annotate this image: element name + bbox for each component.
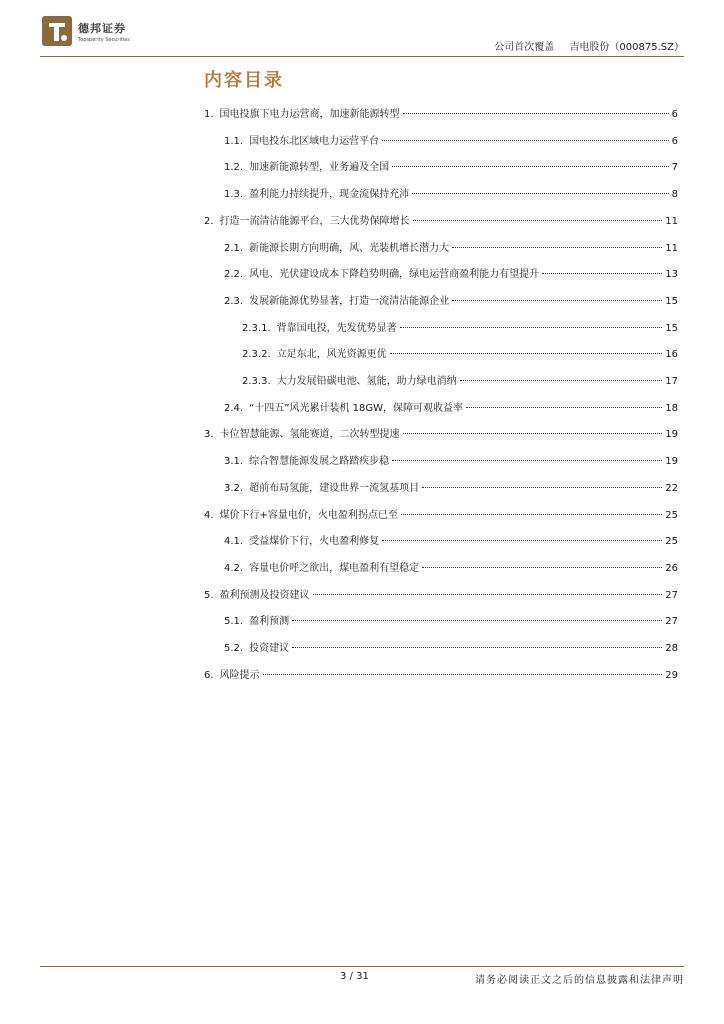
toc-dot-leader bbox=[400, 327, 663, 328]
toc-dot-leader bbox=[542, 273, 662, 274]
toc-entry[interactable] bbox=[204, 452, 678, 468]
toc-entry-title: 投资建议 bbox=[249, 643, 290, 654]
toc-entry-title: 国电投旗下电力运营商，加速新能源转型 bbox=[219, 109, 400, 120]
toc-entry-page: 11 bbox=[665, 242, 678, 254]
toc-entry-number: 4.2. bbox=[224, 562, 244, 574]
toc-entry-number: 5. bbox=[204, 589, 214, 601]
toc-entry-number: 1.3. bbox=[224, 189, 244, 201]
report-header-info bbox=[482, 38, 684, 53]
toc-entry[interactable] bbox=[204, 559, 678, 575]
toc-entry-number: 2.3.3. bbox=[242, 376, 271, 387]
toc-entry-number: 4.1. bbox=[224, 536, 244, 548]
toc-entry-page: 8 bbox=[671, 189, 678, 201]
toc-entry[interactable] bbox=[204, 612, 678, 628]
toc-dot-leader bbox=[403, 433, 663, 434]
toc-entry[interactable] bbox=[204, 345, 678, 361]
toc-entry-number: 3.1. bbox=[224, 456, 244, 468]
logo-emblem-icon bbox=[40, 14, 74, 48]
toc-dot-leader bbox=[466, 407, 662, 408]
toc-entry[interactable] bbox=[204, 185, 678, 201]
toc-entry-page: 18 bbox=[665, 402, 678, 414]
toc-entry-title: 风险提示 bbox=[219, 669, 260, 681]
toc-entry-title: 综合智慧能源发展之路踏疾步稳 bbox=[249, 456, 390, 468]
toc-entry-number: 2.4. bbox=[224, 402, 244, 414]
toc-entry-page: 17 bbox=[665, 376, 678, 387]
toc-dot-leader bbox=[263, 674, 663, 675]
toc-entry-page: 22 bbox=[665, 482, 678, 494]
toc-entry[interactable] bbox=[204, 666, 678, 682]
toc-entry-title: 盈利预测 bbox=[249, 616, 290, 628]
toc-entry-number: 1.2. bbox=[224, 162, 244, 174]
toc-entry[interactable] bbox=[204, 212, 678, 228]
disclaimer-note: 请务必阅读正文之后的信息披露和法律声明 bbox=[475, 975, 684, 986]
toc-entry[interactable] bbox=[204, 372, 678, 388]
toc-entry-title: 卡位智慧能源、氢能赛道，二次转型提速 bbox=[219, 429, 400, 441]
toc-entry-title: 国电投东北区域电力运营平台 bbox=[249, 135, 380, 147]
toc-entry-number: 2.1. bbox=[224, 242, 244, 254]
toc-entry-page: 28 bbox=[665, 643, 678, 654]
toc-entry-title: 打造一流清洁能源平台，三大优势保障增长 bbox=[219, 215, 410, 227]
toc-dot-leader bbox=[412, 193, 669, 194]
header-divider bbox=[40, 56, 684, 57]
toc-dot-leader bbox=[401, 514, 662, 515]
toc-entry[interactable] bbox=[204, 239, 678, 255]
toc-entry-page: 11 bbox=[665, 215, 678, 227]
report-type: 公司首次覆盖 bbox=[494, 42, 555, 53]
toc-entry-number: 2. bbox=[204, 215, 214, 227]
logo-name-cn: 德邦证券 bbox=[78, 21, 126, 35]
toc-entry[interactable] bbox=[204, 532, 678, 548]
toc-entry-number: 3. bbox=[204, 429, 214, 441]
toc-entry-page: 7 bbox=[671, 162, 678, 174]
toc-dot-leader bbox=[382, 140, 669, 141]
toc-entry-page: 25 bbox=[665, 536, 678, 548]
toc-entry[interactable] bbox=[204, 479, 678, 495]
toc-dot-leader bbox=[452, 300, 662, 301]
toc-entry-number: 1.1. bbox=[224, 135, 244, 147]
toc-entry-number: 5.2. bbox=[224, 643, 244, 654]
toc-entry-title: 大力发展铅碳电池、氢能，助力绿电消纳 bbox=[276, 376, 457, 387]
toc-dot-leader bbox=[452, 247, 662, 248]
toc-dot-leader bbox=[392, 166, 669, 167]
toc-entry-page: 27 bbox=[665, 616, 678, 628]
toc-entry-number: 1. bbox=[204, 109, 214, 120]
toc-entry-title: 背靠国电投，先发优势显著 bbox=[276, 322, 397, 334]
toc-entry-number: 3.2. bbox=[224, 482, 244, 494]
toc-entry-page: 6 bbox=[671, 109, 678, 120]
toc-entry-number: 2.2. bbox=[224, 269, 244, 281]
toc-entry-title: 发展新能源优势显著，打造一流清洁能源企业 bbox=[249, 295, 450, 307]
toc-dot-leader bbox=[413, 220, 663, 221]
toc-dot-leader bbox=[403, 113, 669, 114]
toc-entry-title: 盈利能力持续提升，现金流保持充沛 bbox=[249, 189, 410, 201]
toc-entry-page: 15 bbox=[665, 295, 678, 307]
toc-entry-page: 25 bbox=[665, 509, 678, 521]
toc-entry[interactable] bbox=[204, 425, 678, 441]
toc-entry-title: 超前布局氢能，建设世界一流氢基项目 bbox=[249, 482, 420, 494]
toc-dot-leader bbox=[382, 540, 662, 541]
toc-entry-number: 2.3.2. bbox=[242, 349, 271, 361]
toc-entry-title: 风电、光伏建设成本下降趋势明确，绿电运营商盈利能力有望提升 bbox=[249, 269, 540, 281]
toc-entry-title: 容量电价呼之欲出，煤电盈利有望稳定 bbox=[249, 562, 420, 574]
logo-name-en: Topsperity Securities bbox=[78, 36, 130, 43]
toc-entry[interactable] bbox=[204, 132, 678, 148]
footer-divider bbox=[40, 966, 684, 967]
toc-entry-title: 加速新能源转型，业务遍及全国 bbox=[249, 162, 390, 174]
toc-entry-page: 29 bbox=[665, 669, 678, 681]
toc-entry-page: 16 bbox=[665, 349, 678, 361]
toc-entry[interactable] bbox=[204, 292, 678, 308]
page-title: 内容目录 bbox=[204, 70, 284, 91]
toc-entry[interactable] bbox=[204, 639, 678, 655]
toc-dot-leader bbox=[422, 567, 662, 568]
toc-entry-page: 26 bbox=[665, 562, 678, 574]
toc-entry[interactable] bbox=[204, 506, 678, 522]
toc-dot-leader bbox=[460, 380, 663, 381]
toc-dot-leader bbox=[390, 353, 663, 354]
toc-entry-page: 19 bbox=[665, 456, 678, 468]
toc-entry-number: 6. bbox=[204, 669, 214, 681]
toc-entry-number: 2.3. bbox=[224, 295, 244, 307]
toc-entry[interactable] bbox=[204, 105, 678, 121]
toc-dot-leader bbox=[292, 647, 662, 648]
toc-entry-number: 2.3.1. bbox=[242, 322, 271, 334]
toc-entry-title: “十四五”风光累计装机 18GW，保障可观收益率 bbox=[249, 402, 463, 414]
toc-entry-page: 27 bbox=[665, 589, 678, 601]
toc-entry-title: 新能源长期方向明确，风、光装机增长潜力大 bbox=[249, 242, 450, 254]
toc-entry-title: 受益煤价下行，火电盈利修复 bbox=[249, 536, 380, 548]
toc-dot-leader bbox=[292, 620, 662, 621]
toc-entry-page: 19 bbox=[665, 429, 678, 441]
toc-entry-page: 6 bbox=[671, 135, 678, 147]
toc-entry[interactable] bbox=[204, 265, 678, 281]
page-number: 3 / 31 bbox=[340, 971, 369, 982]
company-ticker: 吉电股份（000875.SZ） bbox=[569, 42, 684, 53]
toc-entry-page: 15 bbox=[665, 322, 678, 334]
toc-entry-number: 4. bbox=[204, 509, 214, 521]
toc-entry[interactable] bbox=[204, 586, 678, 602]
toc-dot-leader bbox=[422, 487, 662, 488]
toc-entry-title: 盈利预测及投资建议 bbox=[219, 589, 310, 601]
toc-entry-number: 5.1. bbox=[224, 616, 244, 628]
toc-entry[interactable] bbox=[204, 399, 678, 415]
toc-entry[interactable] bbox=[204, 158, 678, 174]
company-logo bbox=[40, 14, 130, 48]
toc-entry-title: 煤价下行+容量电价，火电盈利拐点已至 bbox=[219, 509, 398, 521]
toc-entry[interactable] bbox=[204, 319, 678, 335]
toc-dot-leader bbox=[392, 460, 662, 461]
toc-entry-title: 立足东北，风光资源更优 bbox=[276, 349, 387, 361]
toc-dot-leader bbox=[313, 594, 663, 595]
toc-entry-page: 13 bbox=[665, 269, 678, 281]
